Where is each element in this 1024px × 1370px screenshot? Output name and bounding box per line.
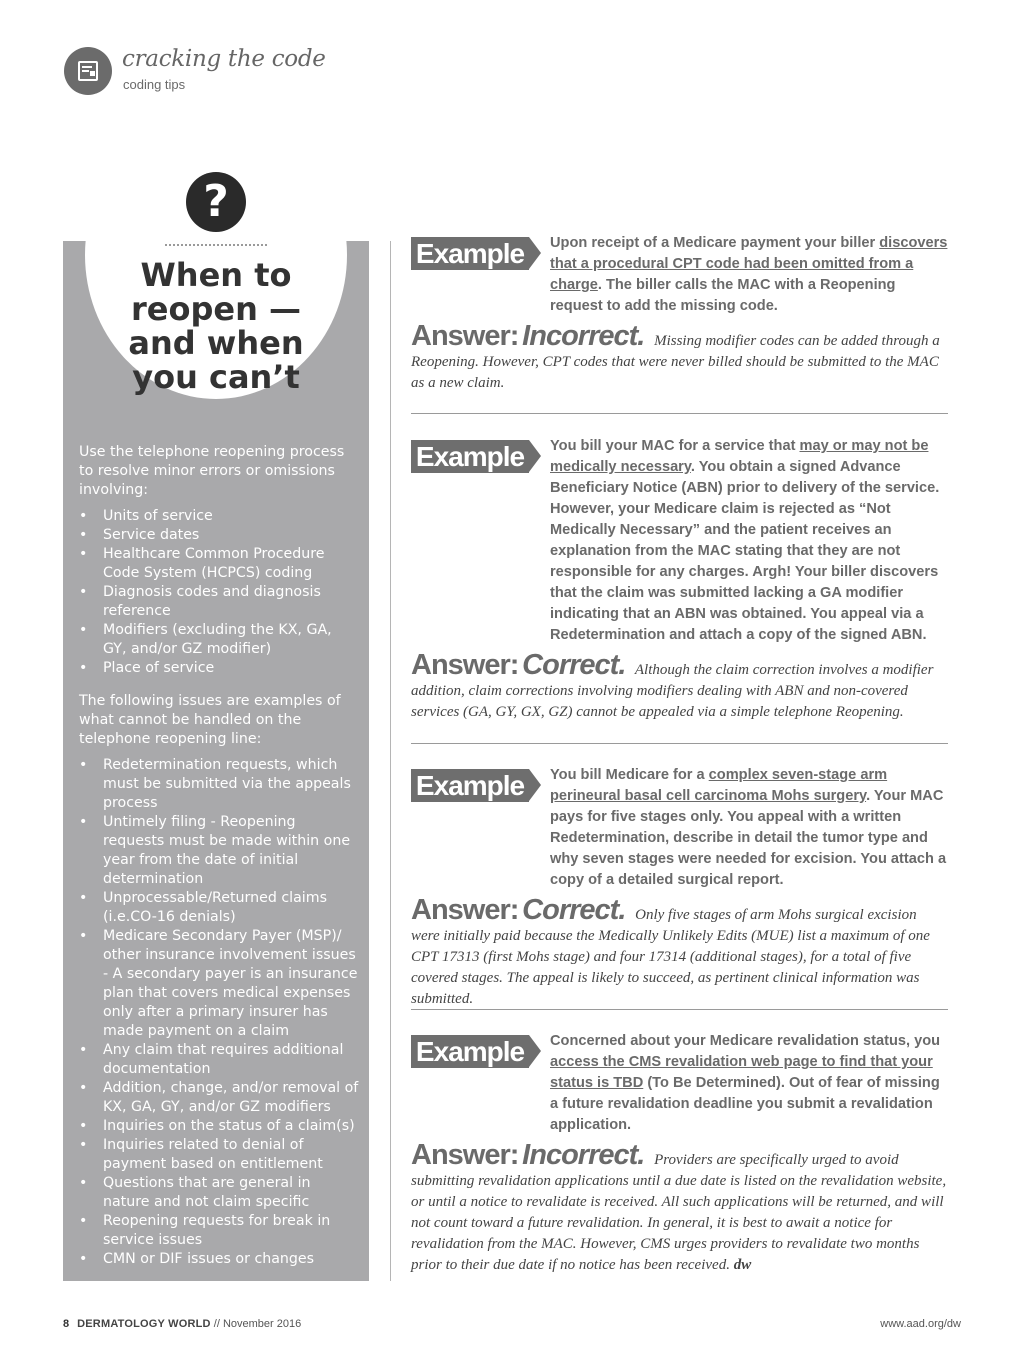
sidebar-title-line: When to xyxy=(140,256,292,294)
answer-label: Answer: xyxy=(411,320,519,352)
divider xyxy=(411,743,948,744)
example-text-part: . The biller calls the MAC with a Reopening request to add the missing code. xyxy=(550,277,896,314)
sidebar-panel xyxy=(63,241,369,1281)
answer-label: Answer: xyxy=(411,649,519,681)
list-item: • Inquiries related to denial of payment based on entitlement xyxy=(79,1136,359,1174)
footer-separator: // xyxy=(213,1318,220,1330)
sidebar-title-line: you can’t xyxy=(132,358,300,396)
list-item: • Unprocessable/Returned claims (i.e.CO-16 denials) xyxy=(79,889,359,927)
section-title: cracking the code xyxy=(122,46,326,72)
sidebar-cannot-intro: The following issues are examples of what cannot be handled on the telephone reopening line: xyxy=(79,693,341,747)
section-subtitle: coding tips xyxy=(123,77,186,92)
sidebar-title-line: and when xyxy=(128,324,304,362)
example-text-underlined: access the CMS revalidation web page to find that your status is TBD xyxy=(550,1054,933,1091)
sidebar-title-line: reopen — xyxy=(131,290,301,328)
page-number: 8 xyxy=(63,1318,70,1330)
can-list xyxy=(79,507,359,678)
example-text-underlined: may or may not be medically necessary xyxy=(550,438,929,475)
answer-text: Only five stages of arm Mohs surgical excision were initially paid because the Medically Unlikely Edits (MUE) list a maximum of one CPT 17313 (first Mohs stage) and four 17314 (additional stages), for a total of five covered stages. The appeal is likely to succeed, as pertinent clinical information was submitted. xyxy=(411,907,930,1007)
example-text xyxy=(550,233,950,317)
example-text xyxy=(550,436,950,646)
document-icon xyxy=(64,47,112,95)
answer-text: Providers are specifically urged to avoid submitting revalidation applications until a due date is listed on the revalidation website, or until a notice to revalidate is received. All such applications will be returned, and will not count toward a future revalidation. In general, it is best to await a notice for revalidation from the MAC. However, CMS urges providers to revalidate two months prior to their due date if no notice has been received. xyxy=(411,1152,947,1273)
answer-1 xyxy=(411,320,948,394)
example-text-underlined: complex seven-stage arm perineural basal cell carcinoma Mohs surgery xyxy=(550,767,888,804)
answer-4 xyxy=(411,1139,948,1276)
list-item: • Addition, change, and/or removal of KX, GA, GY, and/or GZ modifiers xyxy=(79,1079,359,1117)
answer-result: Incorrect. xyxy=(522,320,645,352)
example-text-underlined: discovers that a procedural CPT code had been omitted from a charge xyxy=(550,235,948,293)
footer-url[interactable]: www.aad.org/dw xyxy=(880,1318,961,1330)
list-item: • Diagnosis codes and diagnosis reference xyxy=(79,583,359,621)
answer-text: Missing modifier codes can be added through a Reopening. However, CPT codes that were never billed should be submitted to the MAC as a new claim. xyxy=(411,333,940,391)
signoff: dw xyxy=(733,1257,752,1273)
example-text-part: (To Be Determined). Out of fear of missing a future revalidation deadline you submit a revalidation application. xyxy=(550,1075,940,1133)
list-item: • Inquiries on the status of a claim(s) xyxy=(79,1117,359,1136)
example-text-part: . Your MAC pays for five stages only. You appeal with a written Redetermination, describe in detail the tumor type and why seven stages were needed for excision. You attach a copy of a detailed surgical report. xyxy=(550,788,947,888)
list-item: • Questions that are general in nature and not claim specific xyxy=(79,1174,359,1212)
sidebar-body xyxy=(79,443,359,1281)
cannot-list xyxy=(79,756,359,1269)
example-label: Example 3 xyxy=(411,769,529,802)
example-text-part: Concerned about your Medicare revalidation status, you xyxy=(550,1033,941,1049)
answer-label: Answer: xyxy=(411,1139,519,1171)
example-text-part: You bill your MAC for a service that xyxy=(550,438,800,454)
footer-left xyxy=(63,1318,301,1330)
list-item: • Any claim that requires additional documentation xyxy=(79,1041,359,1079)
magazine-name: DERMATOLOGY WORLD xyxy=(77,1318,211,1330)
list-item: • Healthcare Common Procedure Code System (HCPCS) coding xyxy=(79,545,359,583)
answer-result: Incorrect. xyxy=(522,1139,645,1171)
example-label: Example 1 xyxy=(411,237,529,270)
list-item: • CMN or DIF issues or changes xyxy=(79,1250,359,1269)
issue-date: November 2016 xyxy=(222,1318,302,1330)
list-item: • Service dates xyxy=(79,526,359,545)
example-text-part: . You obtain a signed Advance Beneficiary Notice (ABN) prior to delivery of the service. However, your Medicare claim is rejected as “Not Medically Necessary” and the patient receives an explanation from the MAC stating that they are not responsible for any charges. Argh! Your biller discovers that the claim was submitted lacking a GA modifier indicating that an ABN was obtained. You appeal via a Redetermination and attach a copy of the signed ABN. xyxy=(550,459,940,643)
divider xyxy=(411,413,948,414)
list-item: • Reopening requests for break in service issues xyxy=(79,1212,359,1250)
answer-result: Correct. xyxy=(522,649,626,681)
example-text-part: You bill Medicare for a xyxy=(550,767,709,783)
answer-3 xyxy=(411,894,948,1010)
list-item: • Redetermination requests, which must be submitted via the appeals process xyxy=(79,756,359,813)
list-item: • Units of service xyxy=(79,507,359,526)
list-item: • Place of service xyxy=(79,659,359,678)
example-label: Example 2 xyxy=(411,440,529,473)
sidebar-title xyxy=(63,258,369,394)
question-mark-icon: ? xyxy=(186,172,246,232)
example-text-part: Upon receipt of a Medicare payment your biller xyxy=(550,235,880,251)
column-divider xyxy=(390,241,391,1281)
dotted-divider xyxy=(165,244,267,246)
list-item: • Medicare Secondary Payer (MSP)/ other insurance involvement issues - A secondary payer is an insurance plan that covers medical expenses only after a primary insurer has made payment on a claim xyxy=(79,927,359,1041)
divider xyxy=(411,1009,948,1010)
answer-2 xyxy=(411,649,948,723)
example-label: Example 4 xyxy=(411,1035,529,1068)
example-text xyxy=(550,1031,950,1136)
list-item: • Untimely filing - Reopening requests must be made within one year from the date of initial determination xyxy=(79,813,359,889)
sidebar-intro: Use the telephone reopening process to resolve minor errors or omissions involving: xyxy=(79,444,345,498)
answer-label: Answer: xyxy=(411,894,519,926)
answer-text: Although the claim correction involves a modifier addition, claim corrections involving modifiers dealing with ABN and non-covered services (GA, GY, GX, GZ) cannot be appealed via a simple telephone Reopening. xyxy=(411,662,934,720)
answer-result: Correct. xyxy=(522,894,626,926)
example-text xyxy=(550,765,950,891)
list-item: • Modifiers (excluding the KX, GA, GY, and/or GZ modifier) xyxy=(79,621,359,659)
